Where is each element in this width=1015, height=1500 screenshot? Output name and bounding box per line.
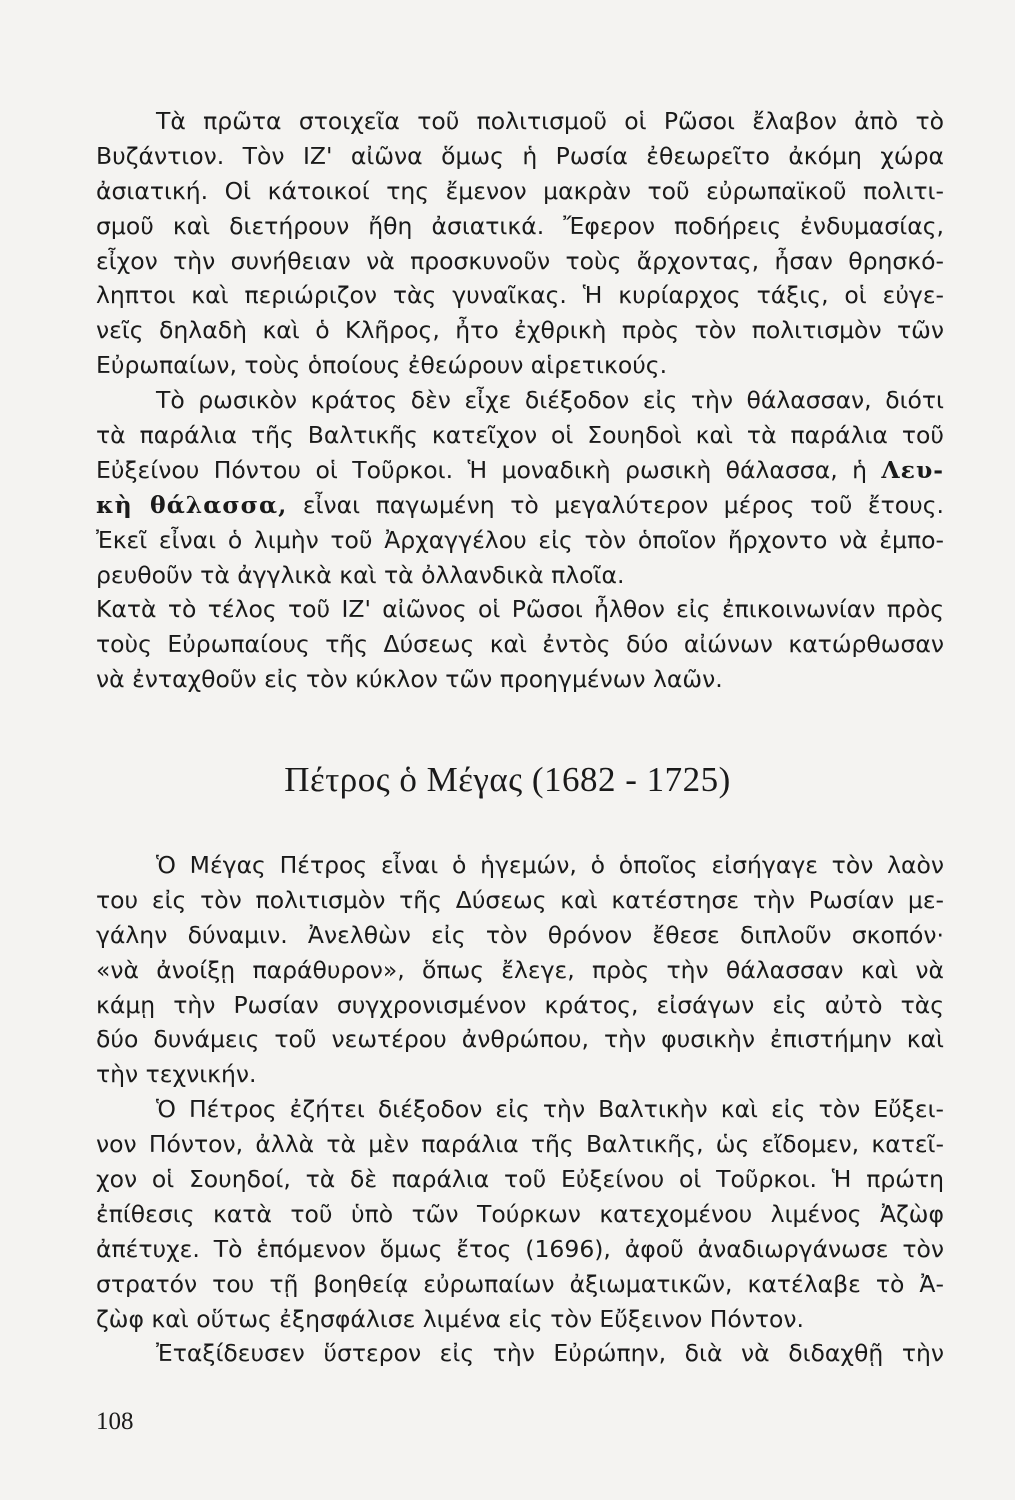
text-line: Εὐρωπαίων, τοὺς ὁποίους ἐθεώρουν αἱρετικούς. [96, 351, 668, 380]
text-line: ρευθοῦν τὰ ἀγγλικὰ καὶ τὰ ὀλλανδικὰ πλοῖα. [96, 560, 625, 589]
page-number: 108 [96, 1408, 134, 1435]
text-line: Κατὰ τὸ τέλος τοῦ ΙΖ' αἰῶνος οἱ Ρῶσοι ἦλθον εἰς ἐπικοινωνίαν πρὸς [96, 595, 944, 624]
text-line [96, 488, 944, 523]
text-line: τὰ παράλια τῆς Βαλτικῆς κατεῖχον οἱ Σουηδοὶ καὶ τὰ παράλια τοῦ [96, 421, 944, 450]
emphasis-white-sea-part2: κὴ θάλασσα, [96, 490, 288, 519]
emphasis-white-sea-part1: Λευ- [881, 455, 944, 484]
text-line: Ὁ Μέγας Πέτρος εἶναι ὁ ἡγεμών, ὁ ὁποῖος εἰσήγαγε τὸν λαὸν [156, 851, 944, 879]
text-line: Τὸ ρωσικὸν κράτος δὲν εἶχε διέξοδον εἰς τὴν θάλασσαν, διότι [156, 386, 944, 415]
text-line: σμοῦ καὶ διετήρουν ἤθη ἀσιατικά. Ἔφερον ποδήρεις ἐνδυμασίας, [96, 211, 944, 240]
text-line: στρατόν του τῇ βοηθείᾳ εὐρωπαίων ἀξιωματικῶν, κατέλαβε τὸ Ἀ- [96, 1269, 944, 1298]
text-line: νεῖς δηλαδὴ καὶ ὁ Κλῆρος, ἦτο ἐχθρικὴ πρὸς τὸν πολιτισμὸν τῶν [96, 316, 944, 345]
text-segment: εἶναι παγωμένη τὸ μεγαλύτερον μέρος τοῦ ἔτους. [302, 490, 944, 519]
text-line: ληπτοι καὶ περιώριζον τὰς γυναῖκας. Ἡ κυρίαρχος τάξις, οἱ εὐγε- [96, 281, 944, 310]
text-line: νὰ ἐνταχθοῦν εἰς τὸν κύκλον τῶν προηγμένων λαῶν. [96, 665, 723, 694]
text-line: τοὺς Εὐρωπαίους τῆς Δύσεως καὶ ἐντὸς δύο αἰώνων κατώρθωσαν [96, 630, 944, 659]
text-line: Ἐταξίδευσεν ὕστερον εἰς τὴν Εὐρώπην, διὰ νὰ διδαχθῇ τὴν [156, 1339, 944, 1368]
text-line [96, 453, 944, 488]
text-line: Ὁ Πέτρος ἐζήτει διέξοδον εἰς τὴν Βαλτικὴν καὶ εἰς τὸν Εὔξει- [156, 1095, 944, 1124]
text-line: δύο δυνάμεις τοῦ νεωτέρου ἀνθρώπου, τὴν φυσικὴν ἐπιστήμην καὶ [96, 1025, 944, 1054]
text-line: Τὰ πρῶτα στοιχεῖα τοῦ πολιτισμοῦ οἱ Ρῶσοι ἔλαβον ἀπὸ τὸ [156, 107, 944, 135]
text-line: ἀπέτυχε. Τὸ ἑπόμενον ὅμως ἔτος (1696), ἀφοῦ ἀναδιωργάνωσε τὸν [96, 1234, 944, 1263]
text-segment: Εὐξείνου Πόντου οἱ Τοῦρκοι. Ἡ μοναδικὴ ρωσικὴ θάλασσα, ἡ [96, 455, 867, 484]
text-line: ζὼφ καὶ οὕτως ἐξησφάλισε λιμένα εἰς τὸν Εὔξεινον Πόντον. [96, 1304, 805, 1333]
text-line: νον Πόντον, ἀλλὰ τὰ μὲν παράλια τῆς Βαλτικῆς, ὡς εἴδομεν, κατεῖ- [96, 1130, 944, 1159]
text-line: εἶχον τὴν συνήθειαν νὰ προσκυνοῦν τοὺς ἄρχοντας, ἦσαν θρησκό- [96, 246, 944, 275]
text-line: ἀσιατική. Οἱ κάτοικοί της ἔμενον μακρὰν τοῦ εὐρωπαϊκοῦ πολιτι- [96, 176, 944, 205]
text-line: γάλην δύναμιν. Ἀνελθὼν εἰς τὸν θρόνον ἔθεσε διπλοῦν σκοπόν· [96, 920, 944, 949]
text-line: ἐπίθεσις κατὰ τοῦ ὑπὸ τῶν Τούρκων κατεχομένου λιμένος Ἀζὼφ [96, 1199, 944, 1228]
text-line: τὴν τεχνικήν. [96, 1060, 257, 1089]
text-line: κάμῃ τὴν Ρωσίαν συγχρονισμένον κράτος, εἰσάγων εἰς αὐτὸ τὰς [96, 990, 944, 1019]
text-line: Ἐκεῖ εἶναι ὁ λιμὴν τοῦ Ἀρχαγγέλου εἰς τὸν ὁποῖον ἤρχοντο νὰ ἐμπο- [96, 525, 944, 554]
body-text-upper [96, 104, 944, 697]
text-line: χον οἱ Σουηδοί, τὰ δὲ παράλια τοῦ Εὐξείνου οἱ Τοῦρκοι. Ἡ πρώτη [96, 1165, 944, 1194]
text-line: του εἰς τὸν πολιτισμὸν τῆς Δύσεως καὶ κατέστησε τὴν Ρωσίαν με- [96, 885, 944, 914]
body-text-lower [96, 848, 944, 1371]
section-heading: Πέτρος ὁ Μέγας (1682 - 1725) [284, 760, 731, 799]
text-line: «νὰ ἀνοίξῃ παράθυρον», ὅπως ἔλεγε, πρὸς τὴν θάλασσαν καὶ νὰ [96, 955, 944, 984]
text-line: Βυζάντιον. Τὸν ΙΖ' αἰῶνα ὅμως ἡ Ρωσία ἐθεωρεῖτο ἀκόμη χώρα [96, 141, 944, 170]
